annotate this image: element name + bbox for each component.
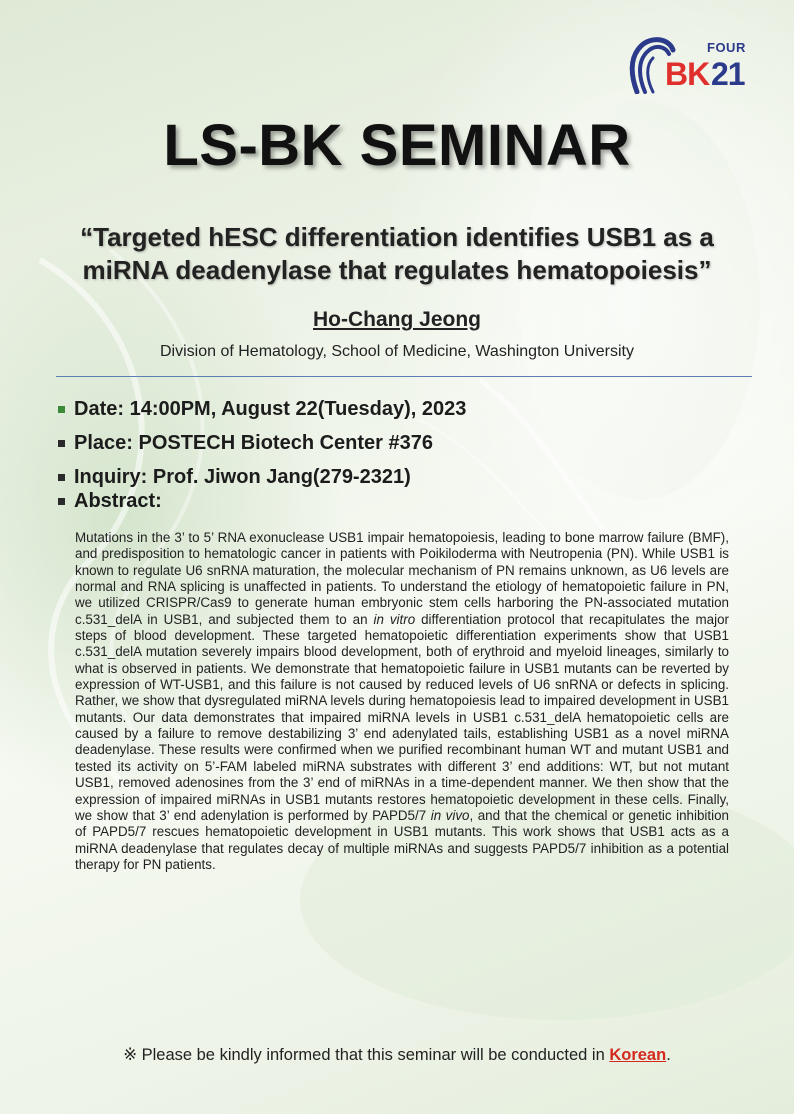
abstract-part1: Mutations in the 3’ to 5’ RNA exonuclease USB1 impair hematopoiesis, leading to bone marrow failure (BMF), and predisposition to hematologic cancer in patients with Poikiloderma with Neutropenia (PN). While USB1 is known to regulate U6 snRNA maturation, the molecular mechanism of PN remains unknown, as U6 levels are normal and RNA splicing is unaffected in patients. To understand the etiology of hematopoietic failure in PN, we utilized CRISPR/Cas9 to generate human embryonic stem cells harboring the PN-associated mutation c.531_delA in USB1, and subjected them to an bbox=[75, 530, 729, 627]
abstract-body bbox=[75, 530, 729, 873]
place-row bbox=[58, 426, 466, 460]
event-info bbox=[58, 392, 466, 494]
place-text: Place: POSTECH Biotech Center #376 bbox=[74, 431, 434, 454]
date-row bbox=[58, 392, 466, 426]
bullet-icon bbox=[58, 474, 65, 481]
logo-21-text: 21 bbox=[711, 56, 745, 92]
divider bbox=[56, 376, 752, 377]
seminar-title: LS-BK SEMINAR bbox=[163, 113, 631, 178]
inquiry-text: Inquiry: Prof. Jiwon Jang(279-2321) bbox=[74, 465, 411, 488]
abstract-label: Abstract: bbox=[74, 490, 162, 512]
language-notice bbox=[0, 1045, 794, 1065]
abstract-italic-in-vivo: in vivo bbox=[430, 807, 470, 823]
logo-four-text: FOUR bbox=[707, 40, 746, 55]
speaker-name: Ho-Chang Jeong bbox=[313, 308, 481, 331]
inquiry-row bbox=[58, 460, 466, 494]
notice-prefix: ※ Please be kindly informed that this seminar will be conducted in bbox=[123, 1046, 610, 1064]
abstract-part2: differentiation protocol that recapitulates the major steps of blood development. These targeted hematopoietic differentiation experiments show that USB1 c.531_delA mutation severely impairs blood development, both of erythroid and myeloid lineages, similarly to what is observed in patients. We demonstrate that hematopoietic failure in USB1 mutants can be reverted by expression of WT-USB1, and this failure is not caused by reduced levels of U6 snRNA or defects in splicing. Rather, we show that dysregulated miRNA levels during hematopoiesis lead to impaired development in USB1 mutants. Our data demonstrates that impaired miRNA levels in USB1 c.531_delA hematopoietic cells are caused by a failure to remove destabilizing 3’ end adenylated tails, establishing USB1 as a novel miRNA deadenylase. These results were confirmed when we purified recombinant human WT and mutant USB1 and tested its activity on 5’-FAM labeled miRNA substrates with different 3’ end additions: WT, but not mutant USB1, removed adenosines from the 3’ end of miRNAs in a time-dependent manner. We then show that the expression of impaired miRNAs in USB1 mutants restores hematopoietic development in these cells. Finally, we show that 3’ end adenylation is performed by PAPD5/7 bbox=[75, 611, 729, 823]
abstract-italic-in-vitro: in vitro bbox=[373, 611, 416, 627]
speaker-affiliation: Division of Hematology, School of Medicine, Washington University bbox=[160, 343, 634, 360]
bullet-icon bbox=[58, 440, 65, 447]
abstract-heading bbox=[58, 490, 162, 513]
notice-language: Korean bbox=[609, 1046, 667, 1064]
bk21-four-logo bbox=[629, 36, 751, 98]
talk-title bbox=[40, 221, 754, 287]
talk-title-line1: “Targeted hESC differentiation identifies USB1 as a bbox=[80, 222, 714, 252]
logo-bk-text: BK bbox=[665, 56, 710, 92]
bullet-icon bbox=[58, 406, 65, 413]
talk-title-line2: miRNA deadenylase that regulates hematopoiesis” bbox=[82, 255, 712, 285]
abstract-part3: , and that the chemical or genetic inhibition of PAPD5/7 rescues hematopoietic development in USB1 mutants. This work shows that USB1 acts as a miRNA deadenylase that regulates decay of multiple miRNAs and suggests PAPD5/7 inhibition as a potential therapy for PN patients. bbox=[75, 807, 729, 872]
date-text: Date: 14:00PM, August 22(Tuesday), 2023 bbox=[74, 397, 467, 420]
bullet-icon bbox=[58, 498, 65, 505]
notice-suffix: . bbox=[666, 1046, 671, 1064]
